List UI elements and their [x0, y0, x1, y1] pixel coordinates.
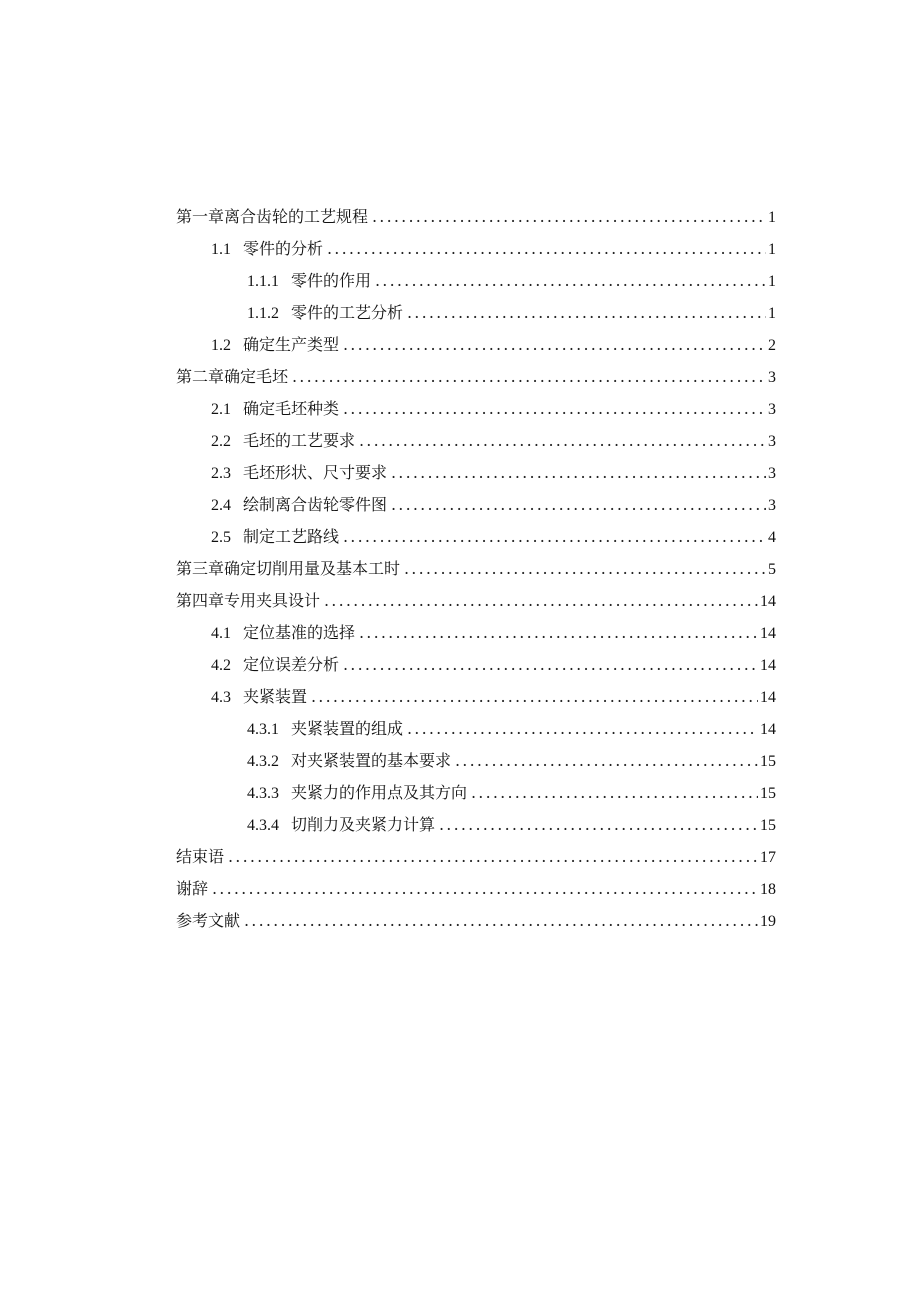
toc-leader-dots	[471, 777, 758, 809]
toc-entry-page: 4	[768, 529, 776, 546]
toc-leader-dots	[407, 297, 766, 329]
toc-entry-title: 谢辞	[176, 879, 209, 898]
toc-entry[interactable]	[176, 297, 776, 329]
toc-entry-title: 结束语	[176, 847, 225, 866]
toc-entry-number: 1.1	[211, 241, 231, 258]
toc-entry-page: 3	[768, 465, 776, 482]
toc-entry-number: 4.1	[211, 625, 231, 642]
toc-entry-page: 15	[760, 753, 776, 770]
toc-leader-dots	[375, 265, 766, 297]
toc-leader-dots	[343, 393, 766, 425]
toc-entry-title: 第一章离合齿轮的工艺规程	[176, 207, 369, 226]
toc-leader-dots	[359, 425, 766, 457]
toc-entry[interactable]	[176, 425, 776, 457]
toc-entry[interactable]	[176, 649, 776, 681]
toc-entry-page: 14	[760, 593, 776, 610]
toc-leader-dots	[343, 329, 766, 361]
toc-entry[interactable]	[176, 361, 776, 393]
toc-entry-page: 1	[768, 305, 776, 322]
toc-entry-title: 第二章确定毛坯	[176, 367, 289, 386]
toc-leader-dots	[455, 745, 758, 777]
toc-entry-number: 4.3.4	[247, 817, 279, 834]
toc-leader-dots	[391, 489, 766, 521]
toc-entry[interactable]	[176, 617, 776, 649]
toc-entry-number: 2.3	[211, 465, 231, 482]
toc-entry[interactable]	[176, 265, 776, 297]
toc-entry-page: 15	[760, 785, 776, 802]
toc-entry[interactable]	[176, 233, 776, 265]
toc-entry[interactable]	[176, 553, 776, 585]
toc-entry-title: 第四章专用夹具设计	[176, 591, 321, 610]
toc-entry[interactable]	[176, 841, 776, 873]
toc-entry-title: 零件的工艺分析	[291, 303, 404, 322]
toc-entry-number: 4.3	[211, 689, 231, 706]
toc-entry-number: 4.2	[211, 657, 231, 674]
toc-entry-page: 14	[760, 689, 776, 706]
toc-leader-dots	[343, 521, 766, 553]
toc-entry[interactable]	[176, 873, 776, 905]
table-of-contents	[176, 201, 776, 937]
toc-entry-page: 1	[768, 209, 776, 226]
toc-leader-dots	[228, 841, 758, 873]
toc-entry[interactable]	[176, 809, 776, 841]
toc-entry[interactable]	[176, 393, 776, 425]
toc-entry-title: 夹紧力的作用点及其方向	[291, 783, 468, 802]
toc-entry-title: 毛坯的工艺要求	[243, 431, 356, 450]
toc-entry-number: 4.3.2	[247, 753, 279, 770]
toc-entry-title: 夹紧装置的组成	[291, 719, 404, 738]
toc-leader-dots	[407, 713, 758, 745]
toc-leader-dots	[359, 617, 758, 649]
toc-entry[interactable]	[176, 457, 776, 489]
toc-entry-title: 夹紧装置	[243, 687, 308, 706]
toc-entry-page: 18	[760, 881, 776, 898]
toc-entry-number: 2.4	[211, 497, 231, 514]
toc-entry-number: 1.1.2	[247, 305, 279, 322]
toc-entry-title: 定位误差分析	[243, 655, 340, 674]
toc-entry-title: 切削力及夹紧力计算	[291, 815, 436, 834]
toc-entry-title: 毛坯形状、尺寸要求	[243, 463, 388, 482]
toc-entry-number: 1.2	[211, 337, 231, 354]
toc-entry[interactable]	[176, 521, 776, 553]
toc-entry-title: 确定毛坯种类	[243, 399, 340, 418]
toc-leader-dots	[311, 681, 758, 713]
toc-entry-page: 1	[768, 273, 776, 290]
toc-leader-dots	[372, 201, 766, 233]
toc-entry[interactable]	[176, 585, 776, 617]
toc-entry-page: 14	[760, 625, 776, 642]
toc-leader-dots	[343, 649, 758, 681]
toc-entry-title: 参考文献	[176, 911, 241, 930]
toc-leader-dots	[439, 809, 758, 841]
toc-entry-title: 定位基准的选择	[243, 623, 356, 642]
toc-leader-dots	[324, 585, 758, 617]
toc-entry-title: 对夹紧装置的基本要求	[291, 751, 452, 770]
toc-entry-title: 零件的作用	[291, 271, 372, 290]
toc-entry-page: 14	[760, 657, 776, 674]
toc-entry-page: 17	[760, 849, 776, 866]
toc-entry-title: 绘制离合齿轮零件图	[243, 495, 388, 514]
toc-leader-dots	[327, 233, 766, 265]
toc-entry-page: 15	[760, 817, 776, 834]
toc-entry[interactable]	[176, 681, 776, 713]
toc-entry-number: 4.3.3	[247, 785, 279, 802]
toc-entry-title: 制定工艺路线	[243, 527, 340, 546]
toc-entry-number: 2.1	[211, 401, 231, 418]
toc-entry-number: 2.2	[211, 433, 231, 450]
toc-entry[interactable]	[176, 905, 776, 937]
toc-entry[interactable]	[176, 777, 776, 809]
toc-entry[interactable]	[176, 745, 776, 777]
toc-entry-page: 14	[760, 721, 776, 738]
toc-leader-dots	[404, 553, 766, 585]
toc-entry-page: 1	[768, 241, 776, 258]
toc-entry-title: 确定生产类型	[243, 335, 340, 354]
toc-entry-page: 2	[768, 337, 776, 354]
toc-entry-page: 3	[768, 369, 776, 386]
toc-leader-dots	[244, 905, 758, 937]
toc-leader-dots	[212, 873, 758, 905]
toc-entry-page: 19	[760, 913, 776, 930]
toc-entry-page: 5	[768, 561, 776, 578]
toc-entry-page: 3	[768, 433, 776, 450]
toc-entry-title: 第三章确定切削用量及基本工时	[176, 559, 401, 578]
toc-entry-number: 2.5	[211, 529, 231, 546]
toc-entry-number: 1.1.1	[247, 273, 279, 290]
toc-entry-page: 3	[768, 497, 776, 514]
toc-entry[interactable]	[176, 713, 776, 745]
toc-entry[interactable]	[176, 329, 776, 361]
toc-entry-title: 零件的分析	[243, 239, 324, 258]
toc-leader-dots	[292, 361, 766, 393]
toc-entry-page: 3	[768, 401, 776, 418]
toc-entry-number: 4.3.1	[247, 721, 279, 738]
toc-leader-dots	[391, 457, 766, 489]
toc-entry[interactable]	[176, 201, 776, 233]
toc-entry[interactable]	[176, 489, 776, 521]
